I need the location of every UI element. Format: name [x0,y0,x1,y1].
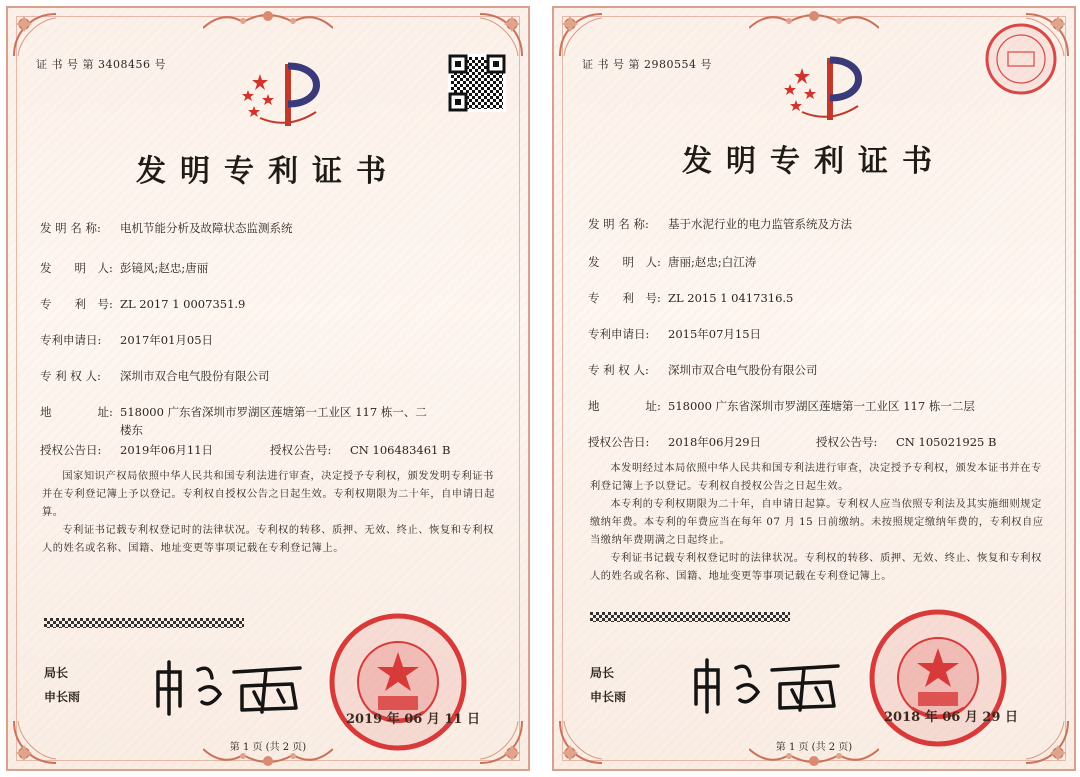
barcode-icon [590,612,790,622]
field-label: 授权公告日: [588,435,650,449]
page-number: 第 1 页 (共 2 页) [229,742,307,753]
field-patent-holder [588,362,818,378]
field-grant-date [588,434,761,450]
field-filing-date [588,326,761,342]
field-filing-date [40,332,213,348]
field-label: 地 址: [40,405,113,419]
patent-certificate-right [552,6,1076,771]
field-label: 专 利 号: [40,297,113,311]
field-grant-date [40,442,213,458]
legal-paragraph: 本发明经过本局依照中华人民共和国专利法进行审查，决定授予专利权，颁发本证书并在专利登记簿上予以登记。专利权自授权公告之日起生效。 [590,463,1042,492]
certificate-number: 证 书 号 第 2980554 号 [582,58,712,71]
legal-paragraph: 专利证书记载专利权登记时的法律状况。专利权的转移、质押、无效、终止、恢复和专利权人的姓名或名称、国籍、地址变更等事项记载在专利登记簿上。 [42,525,494,554]
page-number: 第 1 页 (共 2 页) [775,742,853,753]
field-value: 2019年06月11日 [120,443,214,457]
address-continuation: 楼东 [120,423,143,437]
field-label: 专 利 权 人: [588,363,649,377]
legal-paragraph: 国家知识产权局依照中华人民共和国专利法进行审查，决定授予专利权，颁发发明专利证书并在专利登记簿上予以登记。专利权自授权公告之日起生效。专利权期限为二十年，自申请日起算。 [42,471,496,518]
field-patent-number [588,290,793,306]
signer-name: 申长雨 [44,690,81,704]
field-label: 地 址: [588,399,661,413]
field-patent-number [40,296,245,312]
field-grant-number [270,442,450,458]
field-inventor [588,254,756,270]
field-value: 2018年06月29日 [668,435,762,449]
field-value: 深圳市双合电气股份有限公司 [120,369,270,383]
signature-icon [688,654,848,714]
field-value: 2017年01月05日 [120,333,214,347]
field-value: 518000 广东省深圳市罗湖区莲塘第一工业区 117 栋一、二 [120,405,427,419]
field-value: 基于水泥行业的电力监管系统及方法 [668,217,852,231]
small-red-seal-icon [982,20,1060,98]
field-value: ZL 2015 1 0417316.5 [668,291,794,305]
stamp-date: 2019 年 06 月 11 日 [346,712,480,727]
field-address [40,404,427,420]
field-value: CN 106483461 B [350,443,451,457]
field-label: 授权公告日: [40,443,102,457]
field-label: 专 利 权 人: [40,369,101,383]
field-label: 发 明 名 称: [40,221,101,235]
field-invention-name [40,220,293,236]
corner-ornament-icon [478,12,524,58]
signature-icon [150,656,310,716]
field-label: 专利申请日: [40,333,102,347]
barcode-icon [44,618,244,628]
corner-ornament-icon [558,12,604,58]
field-label: 授权公告号: [270,443,332,457]
field-value: 深圳市双合电气股份有限公司 [668,363,818,377]
field-inventor [40,260,208,276]
field-value: 唐丽;赵忠;白江涛 [668,255,757,269]
field-label: 专利申请日: [588,327,650,341]
field-value: 518000 广东省深圳市罗湖区莲塘第一工业区 117 栋一二层 [668,399,975,413]
field-value: ZL 2017 1 0007351.9 [120,297,246,311]
certificate-number: 证 书 号 第 3408456 号 [36,58,166,71]
field-invention-name [588,216,852,232]
top-ornament-icon [203,8,333,30]
field-patent-holder [40,368,270,384]
field-grant-number [816,434,996,450]
qr-code-icon [448,54,506,112]
field-label: 发 明 人: [588,255,661,269]
field-value: 电机节能分析及故障状态监测系统 [120,221,293,235]
legal-paragraph: 专利证书记载专利权登记时的法律状况。专利权的转移、质押、无效、终止、恢复和专利权人的姓名或名称、国籍、地址变更等事项记载在专利登记簿上。 [590,553,1042,582]
stamp-date: 2018 年 06 月 29 日 [884,710,1018,725]
field-value: 2015年07月15日 [668,327,762,341]
corner-ornament-icon [12,12,58,58]
signer-name: 申长雨 [590,690,627,704]
certificate-title: 发明专利证书 [682,144,946,179]
field-value: CN 105021925 B [896,435,997,449]
field-label: 授权公告号: [816,435,878,449]
signer-title: 局长 [590,666,615,680]
official-seal-icon [868,608,1008,748]
field-address [588,398,975,414]
legal-paragraph: 本专利的专利权期限为二十年，自申请日起算。专利权人应当依照专利法及其实施细则规定缴纳年费。本专利的年费应当在每年 07 月 15 日前缴纳。未按照规定缴纳年费的，专利权自应当缴纳年费期满之日起终止。 [590,499,1044,546]
field-value: 彭镜风;赵忠;唐丽 [120,261,209,275]
field-label: 发 明 人: [40,261,113,275]
signer-title: 局长 [44,666,69,680]
field-label: 专 利 号: [588,291,661,305]
patent-certificate-left [6,6,530,771]
patent-logo-icon [230,60,322,132]
certificate-title: 发明专利证书 [136,154,400,189]
patent-logo-icon [772,54,864,126]
field-label: 发 明 名 称: [588,217,649,231]
official-seal-icon [328,612,468,752]
top-ornament-icon [749,8,879,30]
